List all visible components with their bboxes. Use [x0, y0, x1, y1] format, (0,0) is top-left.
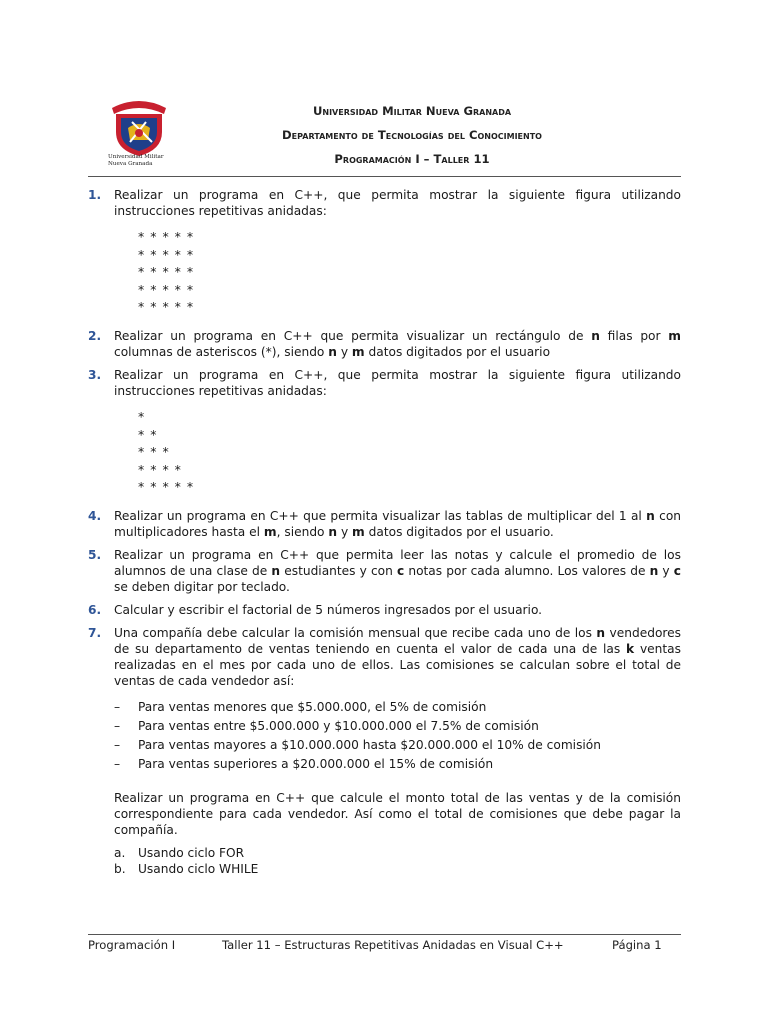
- commission-list: [114, 698, 681, 774]
- exercise-number: 1.: [88, 188, 102, 202]
- exercise-text: Una compañía debe calcular la comisión mensual que recibe cada uno de los n vendedores de su departamento de ventas teniendo en cuenta el valor de cada una de las k ventas realizadas en el mes por cada uno de ellos. Las comisiones se calculan sobre el total de ventas de cada vendedor así:: [114, 625, 682, 688]
- figure-row: * * *: [138, 444, 170, 460]
- logo-caption: [108, 154, 172, 167]
- figure-row: * * * * *: [138, 299, 195, 315]
- list-item: – Para ventas superiores a $20.000.000 el 15% de comisión: [114, 756, 494, 771]
- exercise-item: [88, 328, 681, 360]
- exercise-text: Realizar un programa en C++, que permita mostrar la siguiente figura utilizando instrucciones repetitivas anidadas:: [114, 367, 681, 398]
- exercise-number: 6.: [88, 602, 102, 617]
- figure-row: * *: [138, 426, 158, 442]
- exercise-item: [88, 625, 681, 877]
- figure-row: * * * *: [138, 461, 182, 477]
- figure-row: * * * * *: [138, 246, 195, 262]
- footer-center: Taller 11 – Estructuras Repetitivas Anidadas en Visual C++: [222, 938, 564, 952]
- logo-caption-line: Nueva Granada: [108, 160, 153, 167]
- header-divider: [88, 176, 681, 177]
- university-name: Universidad Militar Nueva Granada: [312, 104, 512, 118]
- footer-left: Programación I: [88, 938, 176, 952]
- exercise-text: Realizar un programa en C++, que permita mostrar la siguiente figura utilizando instrucciones repetitivas anidadas:: [114, 188, 681, 218]
- asterisk-figure: [114, 228, 681, 316]
- exercise-item: [88, 508, 681, 540]
- exercise-text: Realizar un programa en C++ que permita leer las notas y calcule el promedio de los alumnos de una clase de n estudiantes y con c notas por cada alumno. Los valores de n y c se deben digitar por teclado.: [114, 547, 681, 594]
- figure-row: * * * * *: [138, 229, 195, 244]
- list-item: – Para ventas menores que $5.000.000, el 5% de comisión: [114, 699, 487, 714]
- exercise-number: 2.: [88, 328, 102, 343]
- exercise-item: [88, 187, 681, 316]
- option-item: a. Usando ciclo FOR: [114, 845, 245, 860]
- asterisk-figure: [114, 408, 681, 496]
- exercise-text: Realizar un programa en C++ que permita visualizar las tablas de multiplicar del 1 al n con multiplicadores hasta el m, siendo n y m datos digitados por el usuario.: [114, 508, 681, 539]
- page-number: Página 1: [612, 938, 662, 952]
- exercise-closing-text: Realizar un programa en C++ que calcule el monto total de las ventas y de la comisión correspondiente para cada vendedor. Así como el total de comisiones que debe pagar la compañía.: [114, 790, 681, 837]
- exercise-number: 4.: [88, 508, 102, 523]
- exercise-item: [88, 367, 681, 496]
- exercise-number: 7.: [88, 625, 102, 640]
- footer-divider: [88, 934, 681, 935]
- department-name: Departamento de Tecnologías del Conocimiento: [282, 128, 542, 142]
- figure-row: *: [138, 408, 146, 424]
- course-title: Programación I – Taller 11: [334, 152, 490, 166]
- exercise-list: [88, 187, 681, 884]
- exercise-text: Realizar un programa en C++ que permita visualizar un rectángulo de n filas por m columnas de asteriscos (*), siendo n y m datos digitados por el usuario: [114, 328, 681, 359]
- exercise-number: 3.: [88, 367, 102, 382]
- exercise-item: [88, 602, 681, 618]
- exercise-item: [88, 547, 681, 595]
- figure-row: * * * * *: [138, 281, 195, 297]
- document-header: [210, 103, 614, 175]
- exercise-number: 5.: [88, 547, 102, 562]
- list-item: – Para ventas entre $5.000.000 y $10.000.000 el 7.5% de comisión: [114, 718, 539, 733]
- figure-row: * * * * *: [138, 264, 195, 280]
- exercise-text: Calcular y escribir el factorial de 5 números ingresados por el usuario.: [114, 602, 543, 617]
- figure-row: * * * * *: [138, 479, 195, 495]
- option-item: b. Usando ciclo WHILE: [114, 861, 259, 876]
- list-item: – Para ventas mayores a $10.000.000 hasta $20.000.000 el 10% de comisión: [114, 737, 601, 752]
- logo-caption-line: Universidad Militar: [108, 154, 164, 160]
